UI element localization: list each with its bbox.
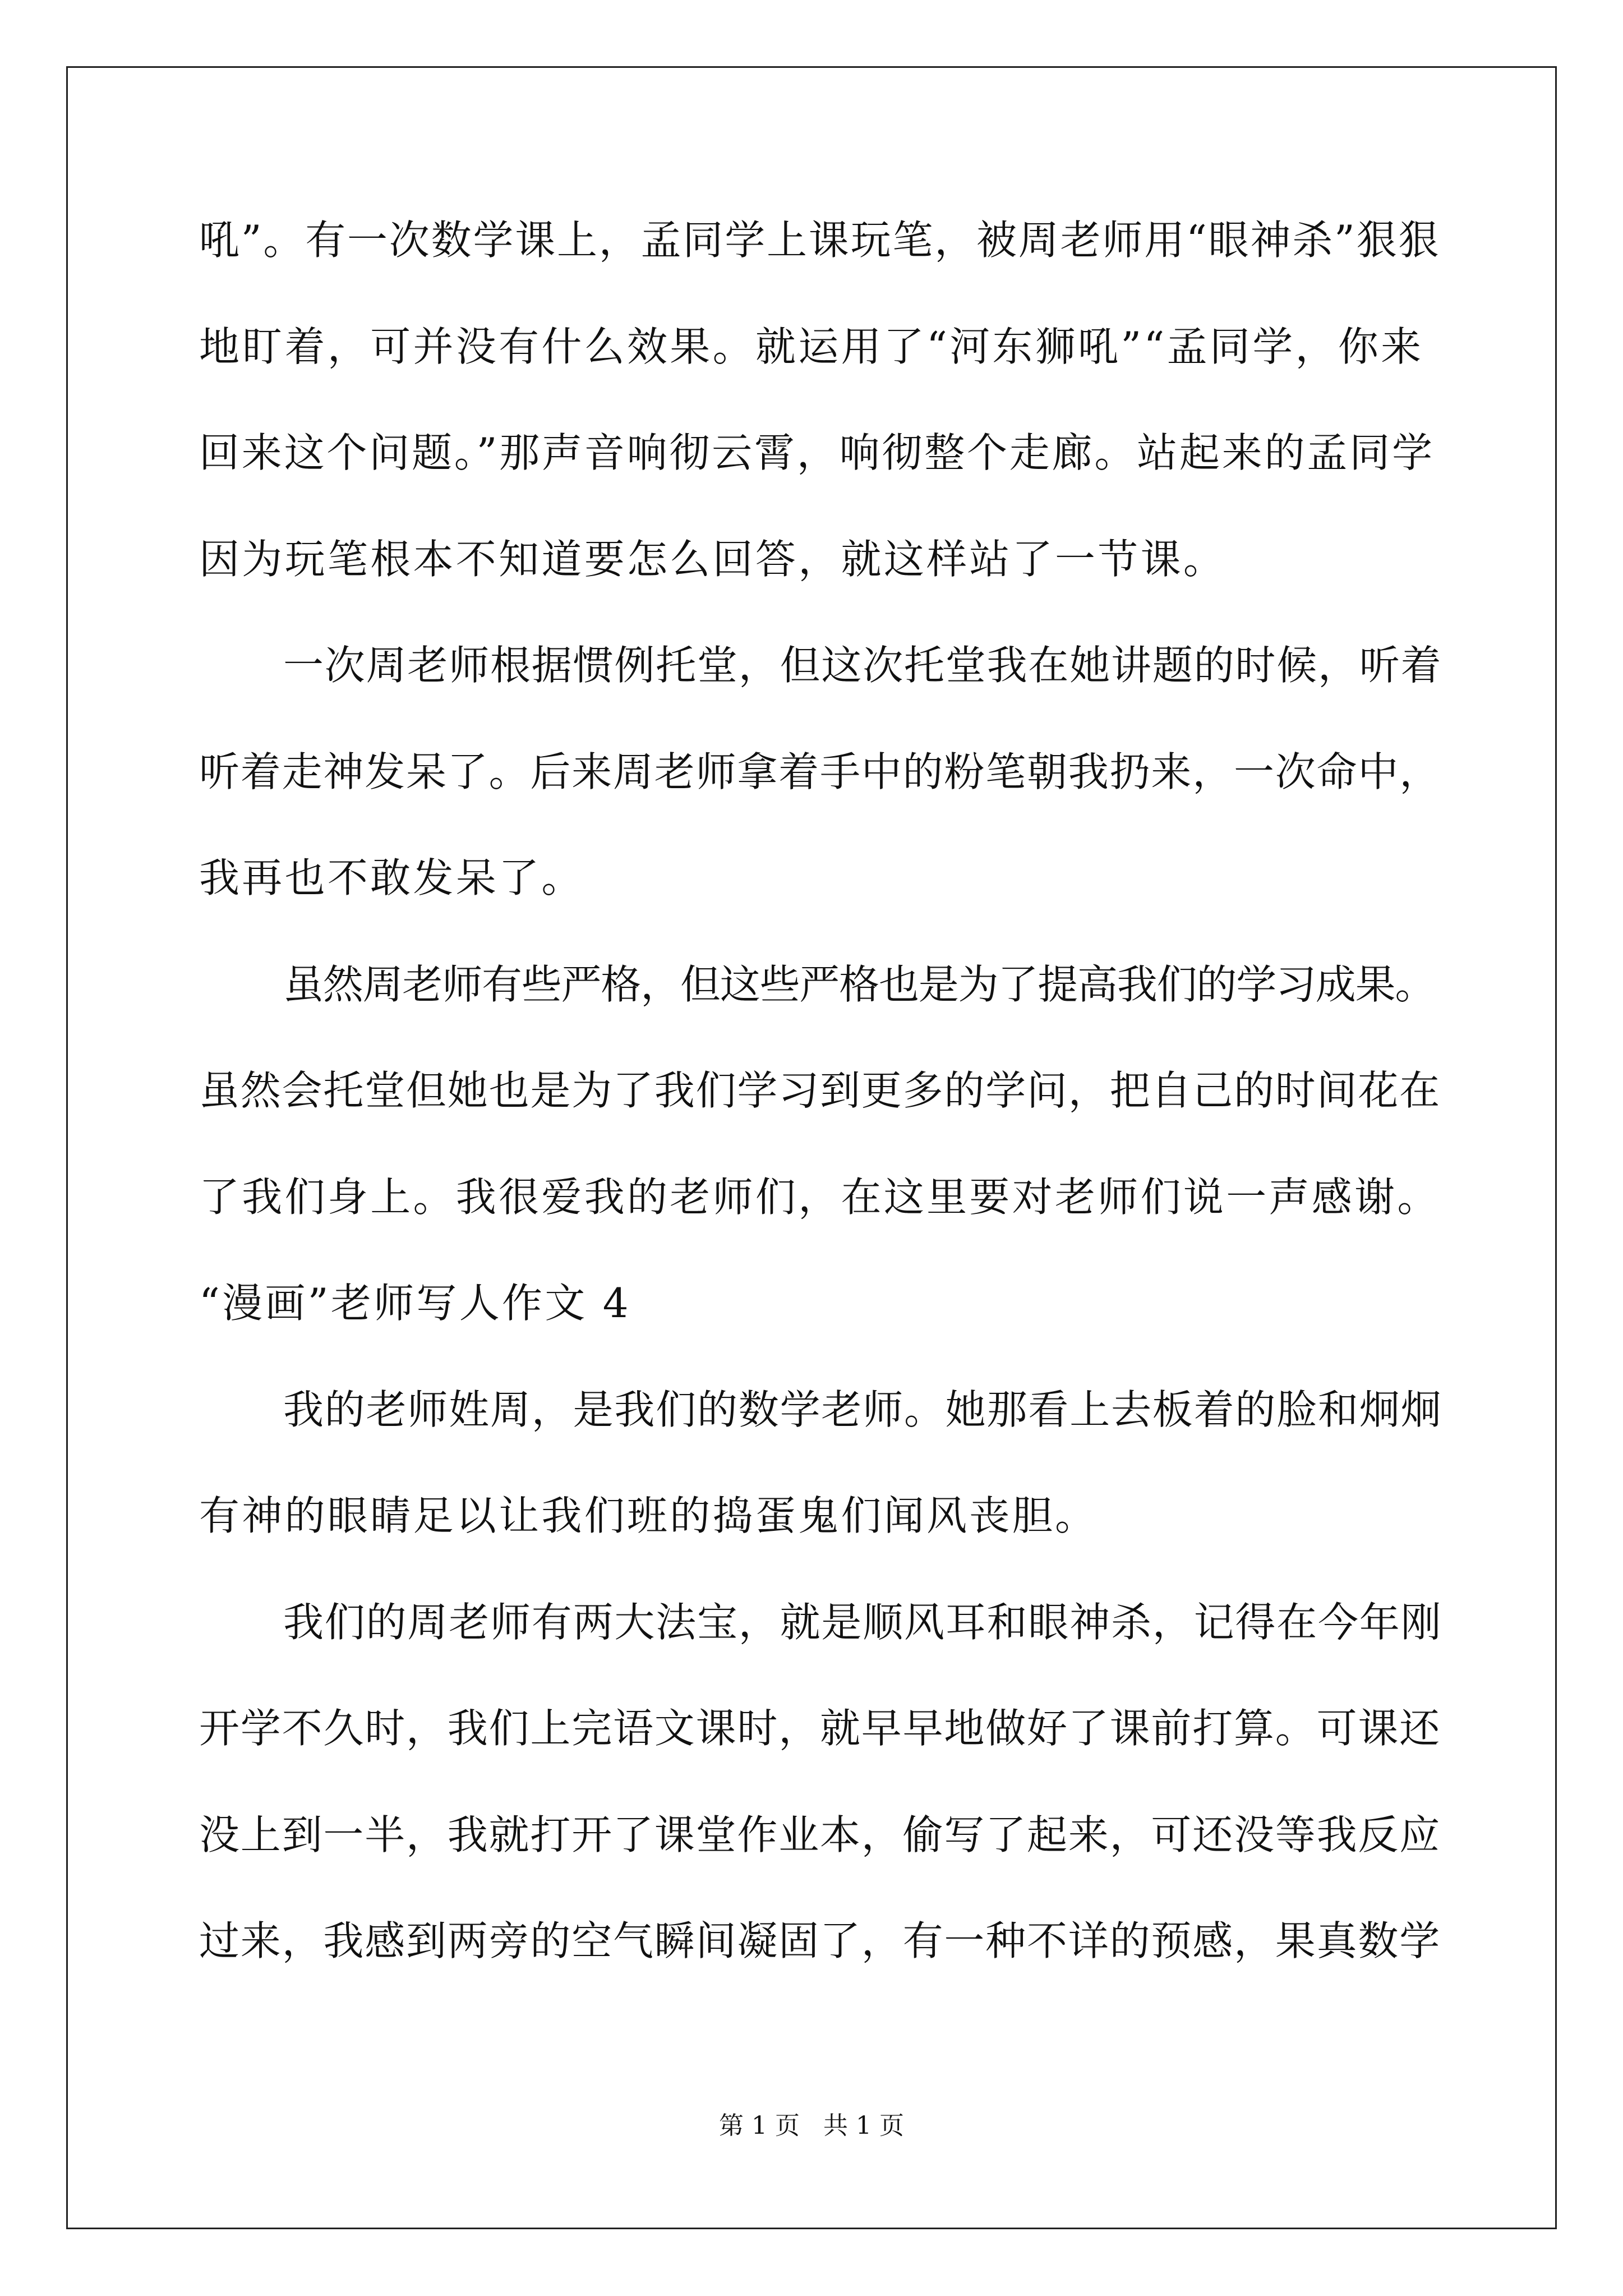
text-line: 了我们身上。我很爱我的老师们，在这里要对老师们说一声感谢。 <box>199 1173 1440 1221</box>
paragraph-start-line: 一次周老师根据惯例托堂，但这次托堂我在她讲题的时候，听着 <box>283 642 1442 689</box>
text-line: 没上到一半，我就打开了课堂作业本，偷写了起来，可还没等我反应 <box>199 1811 1441 1858</box>
text-line: 吼”。有一次数学课上，孟同学上课玩笔，被周老师用“眼神杀”狠狠 <box>199 217 1441 264</box>
paragraph-start-line: 我的老师姓周，是我们的数学老师。她那看上去板着的脸和炯炯 <box>283 1386 1442 1433</box>
text-line: 回来这个问题。”那声音响彻云霄，响彻整个走廊。站起来的孟同学 <box>199 429 1435 476</box>
page-number: 第 1 页 <box>719 2111 800 2140</box>
text-line: 开学不久时，我们上完语文课时，就早早地做好了课前打算。可课还 <box>199 1705 1441 1752</box>
text-line: 有神的眼睛足以让我们班的捣蛋鬼们闻风丧胆。 <box>199 1492 1098 1539</box>
text-line: 我再也不敢发呆了。 <box>199 854 584 901</box>
document-body <box>199 217 1442 2027</box>
paragraph-start-line: 我们的周老师有两大法宝，就是顺风耳和眼神杀，记得在今年刚 <box>283 1598 1442 1646</box>
text-line: 听着走神发呆了。后来周老师拿着手中的粉笔朝我扔来，一次命中， <box>199 748 1441 795</box>
paragraph-start-line: 虽然周老师有些严格，但这些严格也是为了提高我们的学习成果。 <box>283 960 1435 1008</box>
text-line: 虽然会托堂但她也是为了我们学习到更多的学问，把自己的时间花在 <box>199 1067 1441 1114</box>
text-line: 地盯着，可并没有什么效果。就运用了“河东狮吼”“孟同学，你来 <box>199 323 1424 370</box>
text-line: 因为玩笔根本不知道要怎么回答，就这样站了一节课。 <box>199 535 1227 583</box>
page-total: 共 1 页 <box>823 2111 904 2140</box>
section-heading: “漫画”老师写人作文 4 <box>199 1280 631 1327</box>
page-footer <box>0 2111 1623 2140</box>
text-line: 过来，我感到两旁的空气瞬间凝固了，有一种不详的预感，果真数学 <box>199 1917 1441 1964</box>
